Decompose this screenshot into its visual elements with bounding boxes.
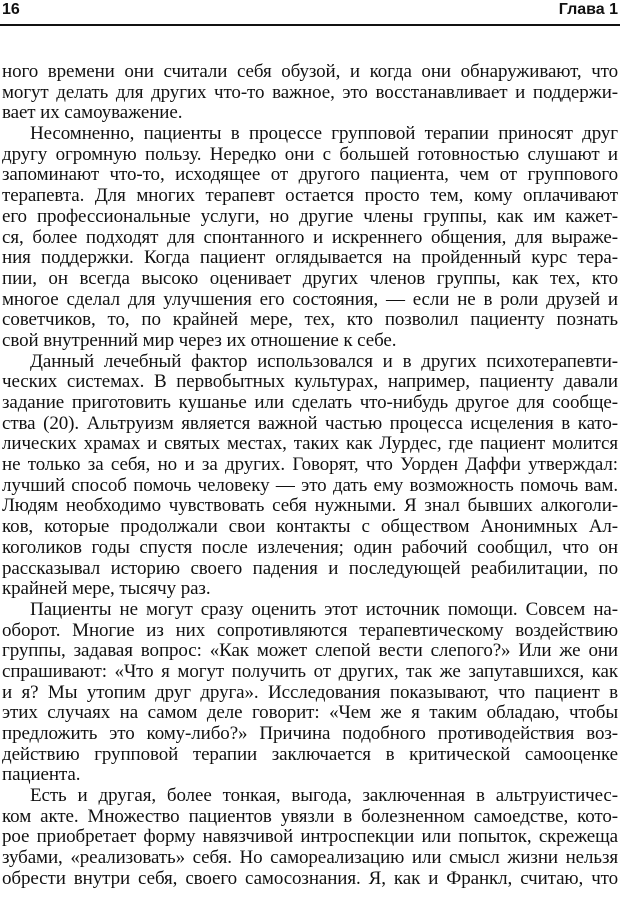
text-line: Несомненно, пациенты в процессе групповой терапии приносят друг	[30, 123, 618, 145]
text-line: ного времени они считали себя обузой, и когда они обнаруживают, что	[2, 61, 618, 82]
text-line: Людям необходимо чувствовать себя нужными. Я знал бывших алкоголи-	[2, 495, 618, 517]
text-line: Есть и другая, более тонкая, выгода, заключенная в альтруистичес-	[30, 785, 618, 807]
text-line: ческих системах. В первобытных культурах, например, пациенту давали	[2, 371, 618, 393]
text-line: коголиков годы спустя после излечения; один рабочий сообщил, что он	[2, 536, 618, 558]
text-line: ния поддержки. Когда пациент оглядывается на пройденный курс тера-	[2, 247, 618, 269]
text-line: могут делать для других что-то важное, это восстанавливает и поддержи-	[2, 81, 618, 103]
text-line: ся, более подходят для спонтанного и искреннего общения, для выраже-	[2, 226, 618, 248]
text-line: спрашивают: «Что я могут получить от других, так же запутавшихся, как	[2, 660, 618, 682]
body-text	[2, 62, 618, 890]
page-number: 16	[2, 1, 20, 18]
text-line: его профессиональные услуги, но другие члены группы, как им кажет-	[2, 205, 618, 227]
text-line: и я? Мы утопим друг друга». Исследования показывают, что пациент в	[2, 681, 618, 703]
text-line: рассказывал историю своего падения и последующей реабилитации, по	[2, 557, 618, 579]
text-line: оборот. Многие из них сопротивляются терапевтическому воздействию	[2, 619, 618, 641]
text-line: предложить это кому-либо?» Причина подобного противодействия воз-	[2, 723, 618, 744]
text-line: группы, задавая вопрос: «Как может слепой вести слепого?» Или же они	[2, 640, 618, 662]
text-line: многое сделал для улучшения его состояния, — если не в роли друзей и	[2, 288, 618, 310]
text-line: другу огромную пользу. Нередко они с большей готовностью слушают и	[2, 143, 618, 165]
header-rule	[0, 24, 620, 26]
text-line: не только за себя, но и за других. Говорят, что Уорден Даффи утверждал:	[2, 454, 618, 476]
text-line: рое приобретает форму навязчивой интроспекции или попыток, скрежеща	[2, 826, 618, 848]
text-line: ком акте. Множество пациентов увязли в болезненном самоедстве, кото-	[2, 805, 618, 827]
text-line: обрести внутри себя, своего самосознания. Я, как и Франкл, считаю, что	[2, 867, 618, 889]
text-line: вает их самоуважение.	[2, 102, 183, 124]
text-line: зубами, «реализовать» себя. Но самореализацию или смысл жизни нельзя	[2, 847, 618, 869]
text-line: ства (20). Альтруизм является важной частью процесса исцеления в като-	[2, 412, 618, 434]
text-line: запоминают что-то, исходящее от другого пациента, чем от группового	[2, 164, 618, 186]
text-line: лических храмах и святых местах, таких как Лурдес, где пациент молится	[2, 433, 618, 455]
running-header	[2, 0, 618, 24]
text-line: советчиков, то, по крайней мере, тех, кто позволил пациенту познать	[2, 309, 618, 331]
text-line: ков, которые продолжали свои контакты с обществом Анонимных Ал-	[2, 516, 618, 538]
text-line: задание приготовить кушанье или сделать что-нибудь другое для сообще-	[2, 392, 618, 413]
text-line: пии, он всегда высоко оценивает других членов группы, как тех, кто	[2, 267, 618, 289]
text-line: Пациенты не могут сразу оценить этот источник помощи. Совсем на-	[30, 598, 618, 620]
text-line: пациента.	[2, 764, 81, 786]
text-line: терапевта. Для многих терапевт остается просто тем, кому оплачивают	[2, 185, 618, 207]
text-line: действию групповой терапии заключается в критической самооценке	[2, 743, 618, 765]
text-line: этих случаях на самом деле говорит: «Чем же я таким обладаю, чтобы	[2, 702, 618, 724]
text-line: лучший способ помочь человеку — это дать ему возможность помочь вам.	[2, 474, 618, 496]
text-line: крайней мере, тысячу раз.	[2, 578, 211, 600]
chapter-label: Глава 1	[558, 1, 618, 18]
text-line: свой внутренний мир через их отношение к себе.	[2, 329, 397, 351]
text-line: Данный лечебный фактор использовался и в других психотерапевти-	[30, 350, 618, 372]
